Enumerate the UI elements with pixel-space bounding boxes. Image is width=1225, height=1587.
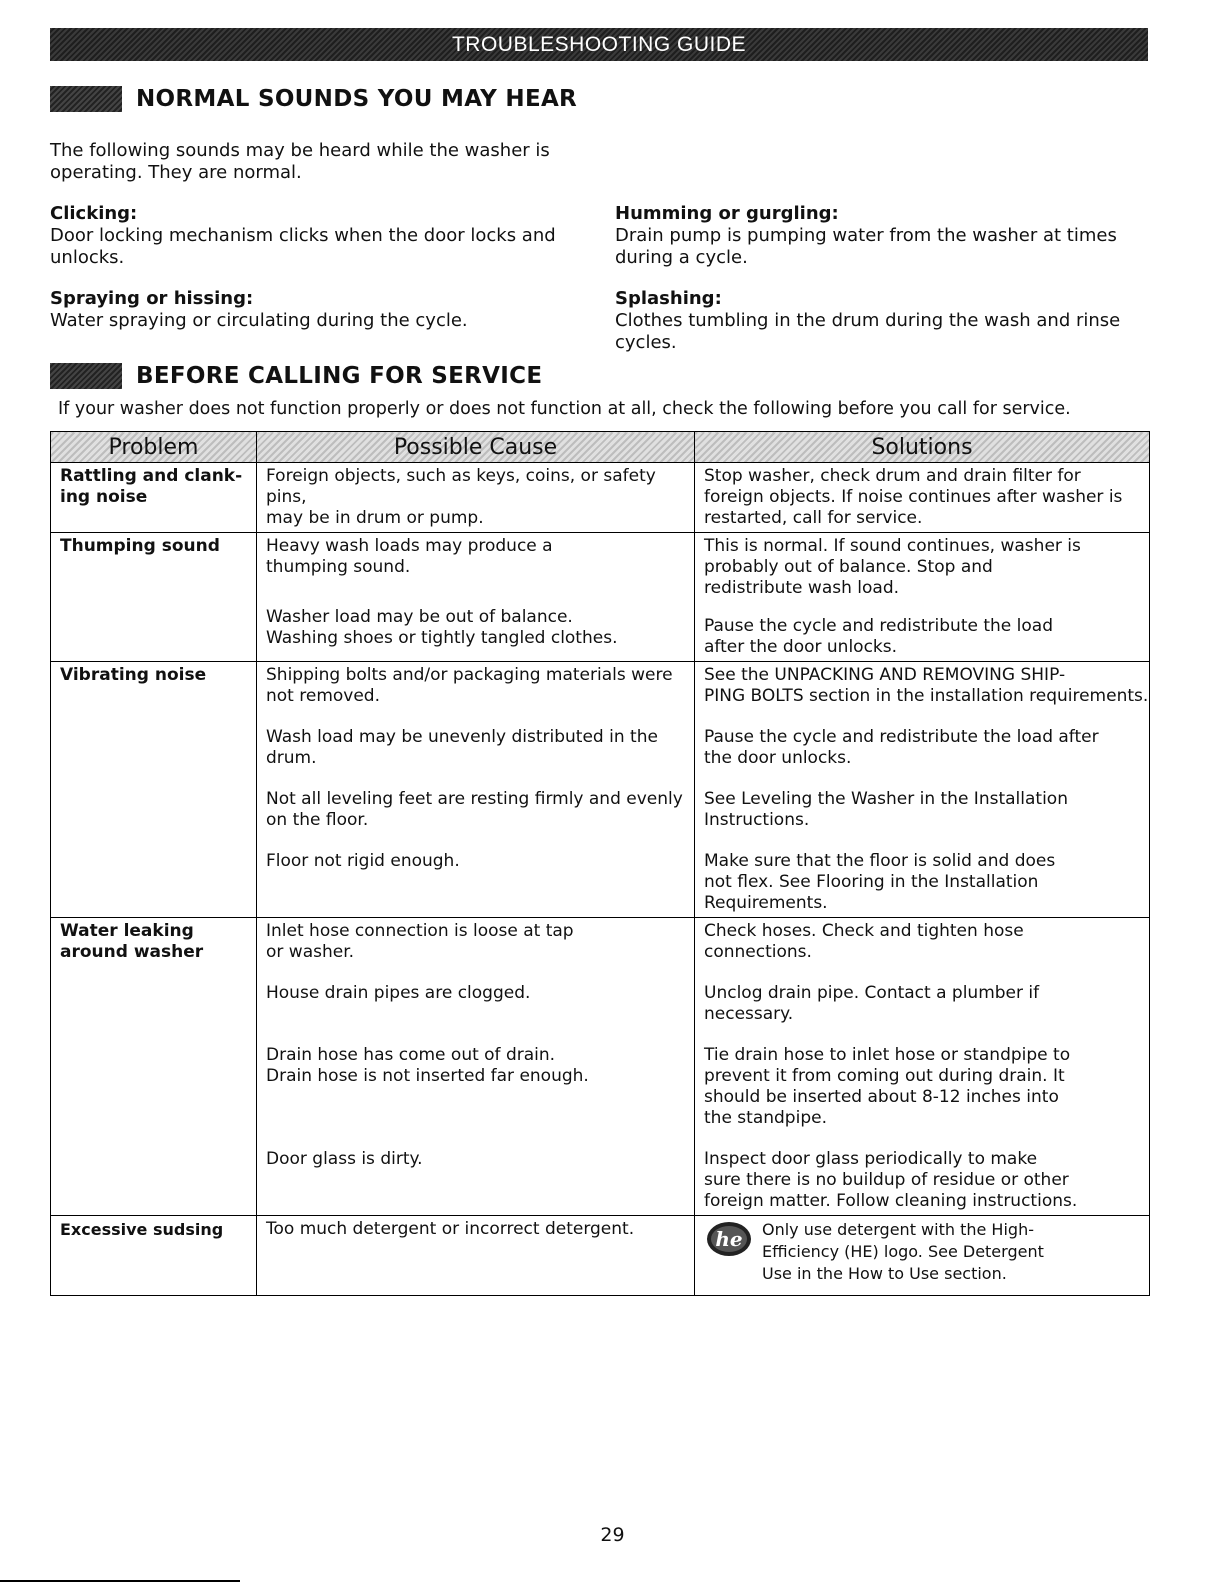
section-heading-normal-sounds — [50, 84, 577, 114]
solution-cell — [695, 533, 1150, 662]
cause-item: House drain pipes are clogged. — [266, 983, 531, 1003]
solution-cell — [695, 918, 1150, 1216]
section-title: NORMAL SOUNDS YOU MAY HEAR — [136, 86, 578, 112]
header-possible-cause: Possible Cause — [257, 432, 695, 463]
cause-cell: Foreign objects, such as keys, coins, or safety pins, may be in drum or pump. — [257, 463, 695, 533]
cause-cell: Too much detergent or incorrect detergent. — [257, 1216, 695, 1296]
solution-item: Make sure that the floor is solid and does not flex. See Flooring in the Installation Requirements. — [704, 851, 1056, 913]
solution-item: Unclog drain pipe. Contact a plumber if necessary. — [704, 983, 1040, 1024]
table-header-row — [51, 432, 1150, 463]
troubleshooting-table — [50, 431, 1150, 1296]
cause-item: Floor not rigid enough. — [266, 851, 460, 871]
problem-cell: Thumping sound — [51, 533, 257, 662]
page-banner: TROUBLESHOOTING GUIDE — [50, 28, 1148, 61]
problem-cell: Excessive sudsing — [51, 1216, 257, 1296]
solution-item: Tie drain hose to inlet hose or standpipe to prevent it from coming out during drain. It should be inserted about 8-12 inches into the standpipe. — [704, 1045, 1071, 1128]
page-number: 29 — [600, 1524, 625, 1546]
problem-cell: Vibrating noise — [51, 662, 257, 918]
solution-cell — [695, 662, 1150, 918]
solution-item: Check hoses. Check and tighten hose connections. — [704, 921, 1024, 962]
header-solutions: Solutions — [695, 432, 1150, 463]
section-title: BEFORE CALLING FOR SERVICE — [136, 363, 543, 389]
he-note-text: Only use detergent with the High- Efficiency (HE) logo. See Detergent Use in the How to Use section. — [762, 1220, 1044, 1283]
cause-item: Shipping bolts and/or packaging materials were not removed. — [266, 665, 673, 706]
cause-item: Drain hose has come out of drain. Drain hose is not inserted far enough. — [266, 1045, 589, 1086]
solution-item: Inspect door glass periodically to make sure there is no buildup of residue or other foreign matter. Follow cleaning instructions. — [704, 1149, 1078, 1211]
cause-item: Heavy wash loads may produce a thumping sound. — [266, 536, 553, 577]
solution-item: See Leveling the Washer in the Installation Instructions. — [704, 789, 1068, 830]
sound-splashing: Splashing: Clothes tumbling in the drum during the wash and rinse cycles. — [615, 288, 1121, 353]
problem-cell: Water leaking around washer — [51, 918, 257, 1216]
he-note — [704, 1219, 1141, 1285]
section-heading-before-service — [50, 361, 542, 391]
sound-spraying: Spraying or hissing: Water spraying or circulating during the cycle. — [50, 288, 468, 331]
table-row — [51, 463, 1150, 533]
cause-item: Inlet hose connection is loose at tap or washer. — [266, 921, 574, 962]
section-marker — [50, 363, 122, 389]
cause-cell — [257, 918, 695, 1216]
solution-item: Pause the cycle and redistribute the load after the door unlocks. — [704, 616, 1053, 657]
cause-cell — [257, 533, 695, 662]
header-problem: Problem — [51, 432, 257, 463]
sound-clicking: Clicking: Door locking mechanism clicks when the door locks and unlocks. — [50, 203, 556, 268]
cause-item: Not all leveling feet are resting firmly and evenly on the floor. — [266, 789, 683, 830]
he-logo-icon — [704, 1219, 754, 1259]
svg-text:he: he — [715, 1227, 743, 1251]
normal-intro: The following sounds may be heard while the washer is operating. They are normal. — [50, 140, 550, 183]
problem-cell: Rattling and clank- ing noise — [51, 463, 257, 533]
footer-rule — [0, 1580, 240, 1582]
table-row — [51, 533, 1150, 662]
solution-cell: Stop washer, check drum and drain filter for foreign objects. If noise continues after washer is restarted, call for service. — [695, 463, 1150, 533]
table-row — [51, 918, 1150, 1216]
solution-cell — [695, 1216, 1150, 1296]
table-row — [51, 1216, 1150, 1296]
cause-item: Washer load may be out of balance. Washing shoes or tightly tangled clothes. — [266, 607, 618, 648]
cause-item: Wash load may be unevenly distributed in the drum. — [266, 727, 658, 768]
cause-item: Door glass is dirty. — [266, 1149, 423, 1169]
service-intro: If your washer does not function properly or does not function at all, check the following before you call for service. — [58, 399, 1071, 419]
section-marker — [50, 86, 122, 112]
table-row — [51, 662, 1150, 918]
sound-humming: Humming or gurgling: Drain pump is pumping water from the washer at times during a cycle. — [615, 203, 1117, 268]
cause-cell — [257, 662, 695, 918]
solution-item: Pause the cycle and redistribute the load after the door unlocks. — [704, 727, 1099, 768]
solution-item: This is normal. If sound continues, washer is probably out of balance. Stop and redistribute wash load. — [704, 536, 1081, 598]
solution-item: See the UNPACKING AND REMOVING SHIP- PING BOLTS section in the installation requirements. — [704, 665, 1149, 706]
